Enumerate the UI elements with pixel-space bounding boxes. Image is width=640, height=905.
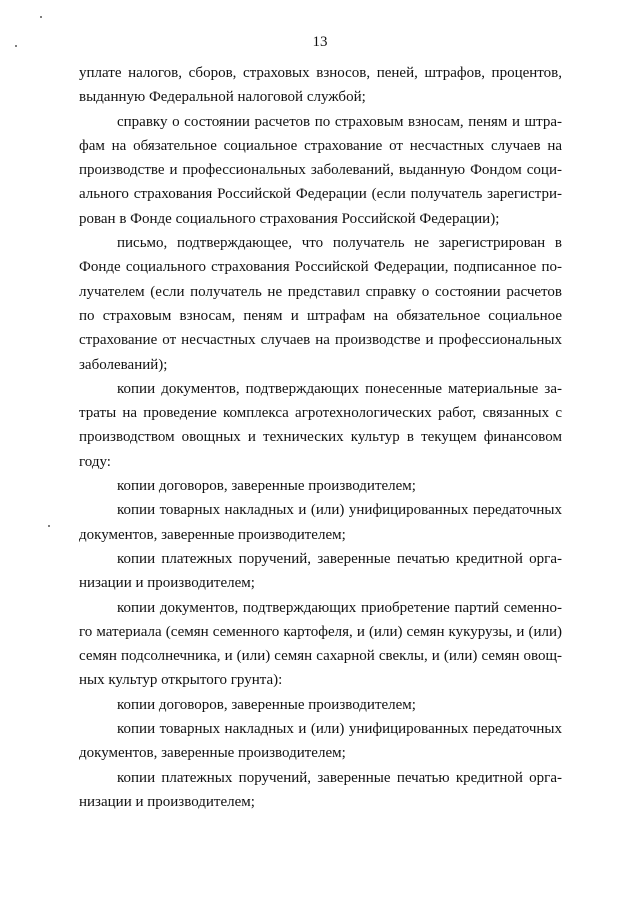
scan-speck bbox=[48, 525, 50, 527]
paragraph: копии договоров, заверенные производителем; bbox=[117, 478, 416, 495]
paragraph: копии платежных поручений, заверенные печатью кредитной организации и производителем; bbox=[79, 550, 562, 592]
document-body bbox=[79, 61, 562, 814]
paragraph: копии документов, подтверждающих понесенные материальные затраты на проведение комплекса агротехнологических работ, связанных с производством овощных и технических культур в текущем финансовом году: bbox=[79, 380, 562, 470]
paragraph: копии товарных накладных и (или) унифицированных передаточных документов, заверенные производителем; bbox=[79, 502, 562, 543]
paragraph: письмо, подтверждающее, что получатель не зарегистрирован в Фонде социального страхования Российской Федерации, подписанное получателем (если получатель не представил справку о состоянии расчетов по страховым взносам, пеням и штрафам на обязательное социальное страхование от несчастных случаев на производстве и профессиональных заболеваний); bbox=[79, 235, 562, 373]
page-number: 13 bbox=[312, 34, 328, 50]
paragraph: копии платежных поручений, заверенные печатью кредитной организации и производителем; bbox=[79, 769, 562, 810]
paragraph: справку о состоянии расчетов по страховым взносам, пеням и штрафам на обязательное социальное страхование от несчастных случаев на производстве и профессиональных заболеваний, выданную Фондом социального страхования Российской Федерации (если получатель зарегистрирован в Фонде социального страхования Российской Федерации); bbox=[79, 113, 562, 227]
paragraph: уплате налогов, сборов, страховых взносов, пеней, штрафов, процентов, выданную Федеральной налоговой службой; bbox=[79, 65, 562, 106]
scan-speck bbox=[40, 16, 42, 18]
paragraph: копии документов, подтверждающих приобретение партий семенного материала (семян семенного картофеля, и (или) семян кукурузы, и (или) семян подсолнечника, и (или) семян сахарной свеклы, и (или) семян овощных культур открытого грунта): bbox=[79, 599, 562, 689]
paragraph: копии товарных накладных и (или) унифицированных передаточных документов, заверенные производителем; bbox=[79, 721, 562, 762]
paragraph: копии договоров, заверенные производителем; bbox=[117, 696, 416, 713]
